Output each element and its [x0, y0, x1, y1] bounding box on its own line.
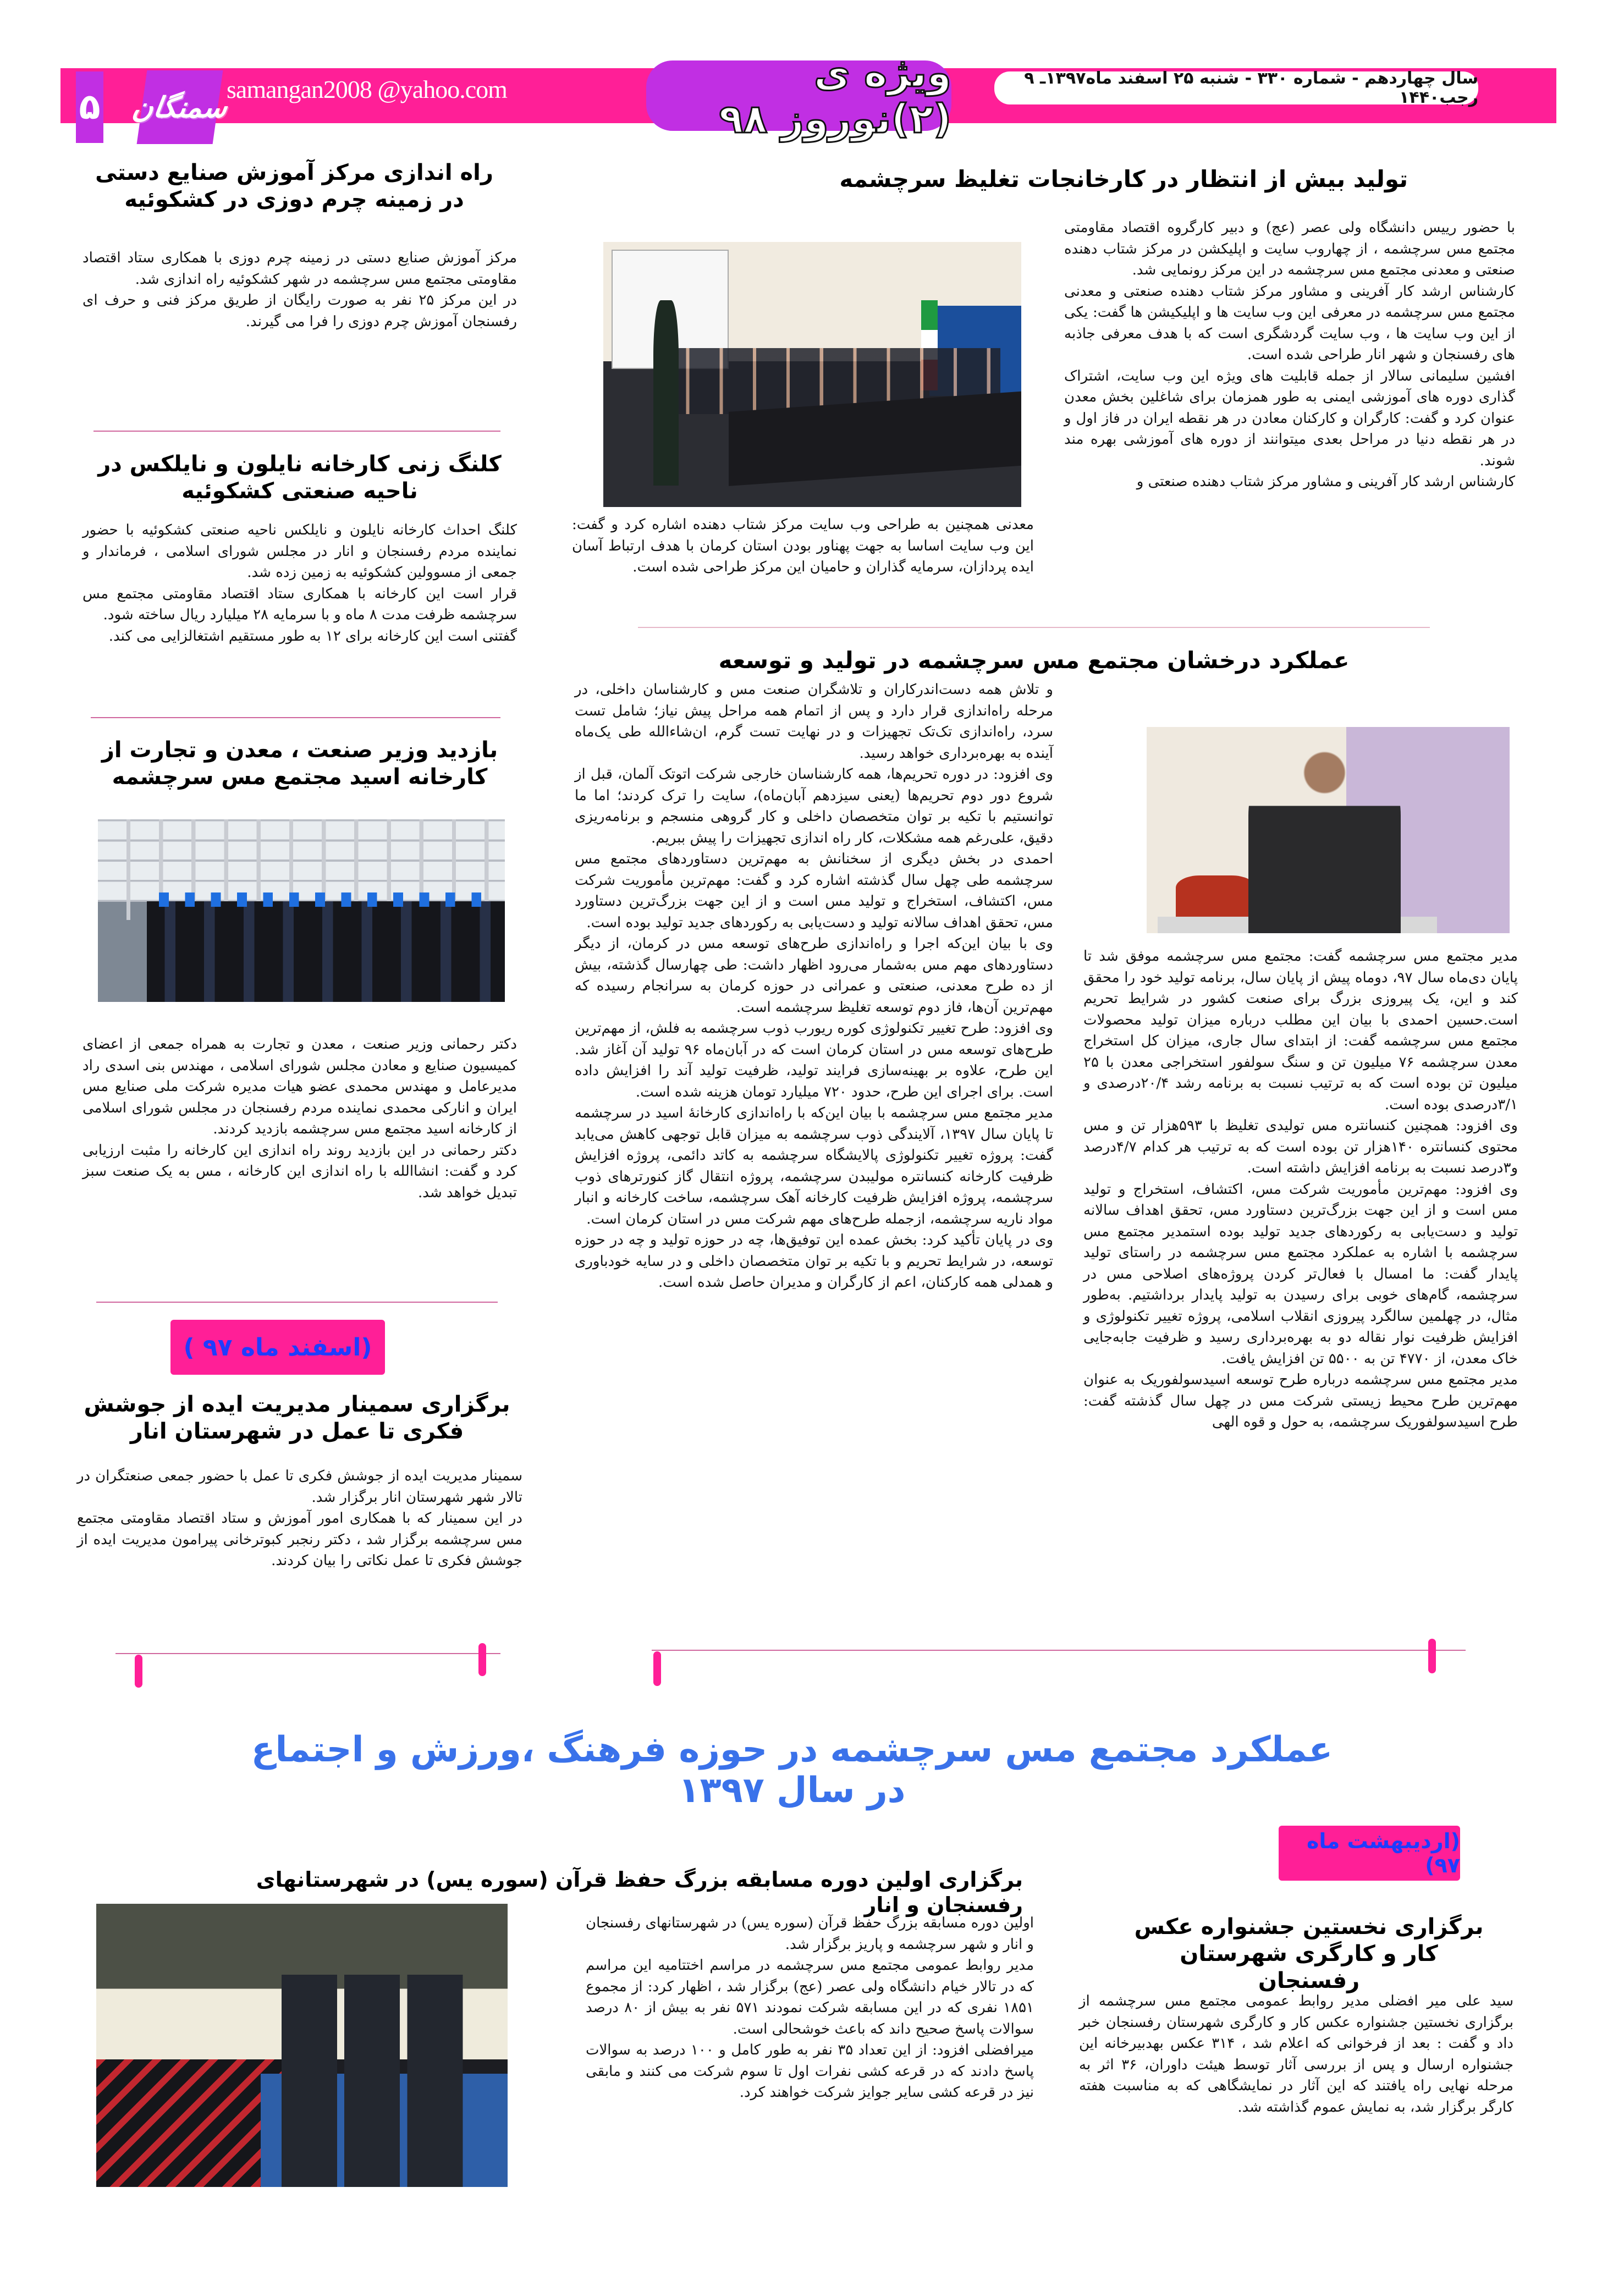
date-tag-esfand: (اسفند ماه ۹۷ ) — [170, 1320, 385, 1375]
article-body-charm — [82, 247, 517, 332]
article-body-amalkard-left — [575, 679, 1053, 1293]
article-body-tolid — [1064, 217, 1515, 493]
divider-pill — [1428, 1639, 1436, 1673]
section-divider-left — [115, 1653, 500, 1654]
article-body-nylon — [82, 520, 517, 647]
paragraph: مدیر مجتمع مس سرچشمه گفت: مجتمع مس سرچشمه موفق شد تا پایان دی‌ماه سال ۹۷، دوماه پیش از پایان سال، برنامه تولید خود را محقق کند و این، یک پیروزی بزرگ برای صنعت کشور در شرایط تحریم است.حسین احمدی با بیان این مطلب درباره میزان تولید محصولات مجتمع مس سرچشمه گفت: از ابتدای سال جاری، میزان کل استخراج معدن سرچشمه ۷۶ میلیون تن و سنگ سولفور استخراجی معدن با ۲۵ میلیون تن بوده است که به ترتیب نسبت به برنامه رشد ۲۰/۴درصدی و ۳/۱درصدی بوده است. — [1083, 948, 1518, 1113]
paragraph: وی افزود: مهم‌ترین مأموریت شرکت مس، اکتشاف، استخراج و تولید مس است و از این جهت بزرگ‌ترین دستاورد مس، تحقق اهداف سالانه تولید و دست‌یابی به رکوردهای جدید تولید بوده استمدیر مجتمع مس سرچشمه با اشاره به عملکرد مجتمع مس سرچشمه در راستای تولید پایدار گفت: ما امسال با فعال‌تر کردن پروژه‌های اصلاحی مس در سرچشمه، گام‌های خوبی برای رسیدن به تولید پایدار برداشتیم. به‌طور مثال، در چهلمین سالگرد پیروزی انقلاب اسلامی، پروژه تغییر تکنولوژی و افزایش ظرفیت نوار نقاله دو به بهره‌برداری رسید و ظرفیت جابه‌جایی خاک معدن، از ۴۷۷۰ تن به ۵۵۰۰ تن افزایش یافت. — [1083, 1181, 1518, 1367]
paragraph: دکتر رحمانی وزیر صنعت ، معدن و تجارت به همراه جمعی از اعضای کمیسیون صنایع و معادن مجلس شورای اسلامی ، مهندس بنی اسدی راد مدیرعامل و مهندس محمدی عضو هیات مدیره شرکت ملی صنایع مس ایران و انارکی محمدی نماینده مردم رفسنجان در مجلس شورای اسلامی از کارخانه اسید مجتمع مس سرچشمه بازدید کردند. — [82, 1036, 517, 1137]
divider-pill — [478, 1643, 486, 1676]
divider-pill — [135, 1655, 142, 1688]
divider-pill — [653, 1651, 661, 1686]
paragraph: مرکز آموزش صنایع دستی در زمینه چرم دوزی با همکاری ستاد اقتصاد مقاومتی مجتمع مس سرچشمه در شهر کشکوئیه راه اندازی شد. — [82, 250, 517, 288]
paragraph: در این مرکز ۲۵ نفر به صورت رایگان از طریق مرکز فنی و حرف ای رفسنجان آموزش چرم دوزی را فرا می گیرند. — [82, 292, 517, 330]
paragraph: افشین سلیمانی سالار از جمله قابلیت های ویژه این وب سایت، اشتراک گذاری دوره های آموزشی ایمنی به طور همزمان برای شاغلین بخش معدن عنوان کرد و گفت: کارگران و کارکنان معادن در هر نقطه ایران در فاز اول و در هر نقطه دنیا در مراحل بعدی میتوانند از دوره های آموزشی بهره مند شوند. — [1064, 367, 1515, 469]
paragraph: مدیر مجتمع مس سرچشمه درباره طرح توسعه اسیدسولفوریک به عنوان مهم‌ترین طرح محیط زیستی شرکت مس در چهل سال گذشته گفت: طرح اسیدسولفوریک سرچشمه، به حول و قوه الهی — [1083, 1371, 1518, 1430]
paragraph: در این سمینار که با همکاری امور آموزش و ستاد اقتصاد مقاومتی مجتمع مس سرچشمه برگزار شد ، دکتر رنجبر کبوترخانی پیرامون مدیریت ایده از جوشش فکری تا عمل نکاتی را بیان کردند. — [77, 1510, 522, 1569]
photo-caption-meeting: معدنی همچنین به طراحی وب سایت مرکز شتاب دهنده اشاره کرد و گفت: این وب سایت اساسا به جهت پهناور بودن استان کرمان با هدف ارتباط آسان ایده پردازان، سرمایه گذاران و حامیان این مرکز طراحی شده است. — [572, 516, 1034, 575]
issue-info: سال چهاردهم - شماره ۳۳۰ - شنبه ۲۵ اسفند ماه۱۳۹۷ـ ۹ رجب۱۴۴۰ — [994, 71, 1478, 104]
photo-meeting — [603, 242, 1021, 507]
paragraph: وی با بیان این‌که اجرا و راه‌اندازی طرح‌های توسعه مس در کرمان، از دیگر دستاوردهای مهم مس به‌شمار می‌رود اظهار داشت: طی چهارسال گذشته، بیش از ده طرح معدنی، صنعتی و عمرانی در حوزه کرمان به سرانجام رسیده که مهم‌ترین آن‌ها، فاز دوم توسعه تغلیظ سرچشمه است. — [575, 935, 1053, 1016]
article-title-amalkard: عملکرد درخشان مجتمع مس سرچشمه در تولید و توسعه — [718, 647, 1350, 674]
paragraph: سمینار مدیریت ایده از جوشش فکری تا عمل با حضور جمعی صنعتگران در تالار شهر شهرستان انار برگزار شد. — [77, 1468, 522, 1506]
paragraph: احمدی در بخش دیگری از سخنانش به مهم‌ترین دستاوردهای مجتمع مس سرچشمه طی چهل سال گذشته اشاره کرد و گفت: مهم‌ترین مأموریت شرکت مس، اکتشاف، استخراج و تولید مس است و از این جهت بزرگ‌ترین دستاورد مس، تحقق اهداف سالانه تولید و دست‌یابی به رکوردهای جدید تولید بوده است. — [575, 851, 1053, 931]
paragraph: وی افزود: در دوره تحریم‌ها، همه کارشناسان خارجی شرکت اتوتک آلمان، قبل از شروع دور دوم تحریم‌ها (یعنی سیزدهم آبان‌ماه)، سایت را ترک کردند؛ اما ما توانستیم با تکیه بر توان متخصصان داخلی و کار گروهی منسجم و برنامه‌ریزی دقیق، علی‌رغم همه مشکلات، کار راه اندازی تجهیزات را پیش ببریم. — [575, 766, 1053, 846]
special-issue-title: ویژه ی (۲)نوروز ۹۸ — [646, 60, 951, 131]
paragraph: وی افزود: همچنین کنسانتره مس تولیدی تغلیظ با ۵۹۳هزار تن و مس محتوی کنسانتره ۱۴۰هزار تن بوده است که به ترتیب هر کدام ۴/۷درصد و۳درصد نسبت به برنامه افزایش داشته است. — [1083, 1117, 1518, 1176]
divider — [93, 431, 500, 432]
divider — [96, 1302, 498, 1303]
article-title-tolid: تولید بیش از انتظار در کارخانجات تغلیظ سرچشمه — [839, 166, 1408, 192]
paragraph: مدیر مجتمع مس سرچشمه با بیان این‌که با راه‌اندازی کارخانهٔ اسید در سرچشمه تا پایان سال ۱۳۹۷، آلایندگی ذوب سرچشمه به میزان قابل توجهی کاهش می‌یابد گفت: پروژه تغییر تکنولوژی پالایشگاه سرچشمه به کاتد دائمی، پروژه افزایش ظرفیت کارخانه کنسانتره مولیبدن سرچشمه، پروژه انتقال گاز کنورترهای ذوب سرچشمه، پروژه افزایش ظرفیت کارخانه آهک سرچشمه، ساخت کارخانه و انبار مواد ناریه سرچشمه، ازجمله طرح‌های مهم شرکت مس در استان کرمان است. — [575, 1105, 1053, 1227]
article-body-seminar — [77, 1465, 522, 1572]
paragraph: کلنگ احداث کارخانه نایلون و نایلکس ناحیه صنعتی کشکوئیه با حضور نماینده مردم رفسنجان و انار در مجلس شورای اسلامی ، فرماندار و جمعی از مسوولین کشکوئیه به زمین زده شد. — [82, 522, 517, 581]
paragraph: میرافضلی افزود: از این تعداد ۳۵ نفر به طور کامل و ۱۰۰ درصد به سوالات پاسخ دادند که در قرعه کشی نفرات اول تا سوم شرکت می کنند و مابقی نیز در قرعه کشی سایر جوایز شرکت خواهند کرد. — [586, 2042, 1034, 2101]
paragraph: وی افزود: طرح تغییر تکنولوژی کوره ریورب ذوب سرچشمه به فلش، از مهم‌ترین طرح‌های توسعه مس در استان کرمان است که در آبان‌ماه ۹۶ تولید آن آغاز شد. این طرح، علاوه بر بهینه‌سازی فرایند تولید، ظرفیت تولید آند را افزایش داده است. برای اجرای این طرح، حدود ۷۲۰ میلیارد تومان هزینه شده است. — [575, 1020, 1053, 1100]
paragraph: مدیر روابط عمومی مجتمع مس سرچشمه در مراسم اختتامیه این مراسم که در تالار خیام دانشگاه ولی عصر (عج) برگزار شد ، اظهار کرد: از مجموع ۱۸۵۱ نفری که در این مسابقه شرکت نمودند ۵۷۱ نفر به بیش از ۸۰ درصد سوالات پاسخ صحیح داند که باعث خوشحالی است. — [586, 1957, 1034, 2037]
photo-speaker — [1147, 727, 1510, 933]
section-title-culture: عملکرد مجتمع مس سرچشمه در حوزه فرهنگ ،ورزش و اجتماع در سال ۱۳۹۷ — [251, 1729, 1333, 1811]
article-title-quran: برگزاری اولین دوره مسابقه بزرگ حفظ قرآن (سوره یس) در شهرستانهای رفسنجان و انار — [256, 1867, 1023, 1918]
paragraph: و تلاش همه دست‌اندرکاران و تلاشگران صنعت مس و کارشناسان داخلی، در مرحله راه‌اندازی قرار دارد و پس از اتمام همه مراحل پیش نیاز؛ شامل تست سرد، راه‌اندازی تک‌تک تجهیزات و در نهایت تست گرم، ان‌شاءالله طی یک‌ماه آینده به بهره‌برداری خواهد رسید. — [575, 681, 1054, 762]
paragraph: کارشناس ارشد کار آفرینی و مشاور مرکز شتاب دهنده صنعتی و معدنی مجتمع مس سرچشمه در معرفی این وب سایت ها و اپلیکیشن ها گفت: یکی از این وب سایت ها ، وب سایت گردشگری است که با هدف معرفی جاذبه های رفسنجان و شهر انار طراحی شده است. — [1064, 283, 1516, 363]
article-title-nylon: کلنگ زنی کارخانه نایلون و نایلکس در ناحیه صنعتی کشکوئیه — [98, 451, 502, 504]
photo-quran-competition — [96, 1904, 508, 2187]
page-number: ۵ — [76, 71, 103, 143]
paragraph: کارشناس ارشد کار آفرینی و مشاور مرکز شتاب دهنده صنعتی و — [1136, 473, 1515, 490]
newspaper-logo: سمنگان — [137, 70, 223, 144]
paragraph: دکتر رحمانی در این بازدید روند راه اندازی این کارخانه را مثبت ارزیابی کرد و گفت: انشاالله با راه اندازی این کارخانه ، مس به یک صنعت سبز تبدیل خواهد شد. — [82, 1142, 517, 1201]
article-body-quran — [586, 1913, 1034, 2103]
paragraph: گفتنی است این کارخانه برای ۱۲ به طور مستقیم اشتغالزایی می کند. — [108, 627, 517, 644]
article-title-vazir: بازدید وزیر صنعت ، معدن و تجارت از کارخانه اسید مجتمع مس سرچشمه — [101, 737, 498, 790]
paragraph: وی در پایان تأکید کرد: بخش عمده این توفیق‌ها، چه در حوزه تولید و چه در حوزه توسعه، در شرایط تحریم و با تکیه بر توان متخصصان داخلی و در سایه خودباوری و همدلی همه کارکنان، اعم از کارگران و مدیران حاصل شده است. — [575, 1232, 1053, 1291]
paragraph: با حضور رییس دانشگاه ولی عصر (عج) و دبیر کارگروه اقتصاد مقاومتی مجتمع مس سرچشمه ، از چهاروب سایت و اپلیکشن در مرکز شتاب دهنده صنعتی و معدنی مجتمع مس سرچشمه در این مرکز رونمایی شد. — [1064, 219, 1515, 278]
divider — [91, 717, 500, 718]
section-divider-right — [652, 1650, 1466, 1651]
contact-email[interactable]: samangan2008 @yahoo.com — [227, 75, 507, 103]
article-body-vazir — [82, 1034, 517, 1203]
paragraph: اولین دوره مسابقه بزرگ حفظ قرآن (سوره یس) در شهرستانهای رفسنجان و انار و شهر سرچشمه و پاریز برگزار شد. — [586, 1915, 1034, 1953]
article-title-seminar: برگزاری سمینار مدیریت ایده از جوشش فکری تا عمل در شهرستان انار — [84, 1392, 510, 1444]
date-tag-ordibehesht: (اردیبهشت ماه ۹۷) — [1279, 1826, 1460, 1881]
paragraph: قرار است این کارخانه با همکاری ستاد اقتصاد مقاومتی مجتمع مس سرچشمه ظرفت مدت ۸ ماه و با سرمایه ۲۸ میلیارد ریال ساخته شود. — [82, 585, 517, 623]
article-title-charm: راه اندازی مرکز آموزش صنایع دستی در زمینه چرم دوزی در کشکوئیه — [95, 160, 493, 212]
photo-plant-visit — [98, 819, 505, 1002]
article-body-amalkard-right — [1083, 946, 1518, 1433]
article-body-photo-festival — [1079, 1991, 1513, 2118]
paragraph: سید علی میر افضلی مدیر روابط عمومی مجتمع مس سرچشمه از برگزاری نخستین جشنواره عکس کار و کارگری شهرستان رفسنجان خبر داد و گفت : بعد از فرخوانی که اعلام شد ، ۳۱۴ عکس بهدبیرخانه این جشنواره ارسال و پس از بررسی آثار توسط هیئت داوران، ۳۶ اثر به مرحله نهایی راه یافتند که این آثار در نمایشگاهی که به مناسبت هفته کارگر برگزار شد، به نمایش عموم گذاشته شد. — [1079, 1993, 1514, 2115]
article-title-photo-festival: برگزاری نخستین جشنواره عکس کار و کارگری شهرستان رفسنجان — [1134, 1914, 1484, 1993]
divider — [638, 627, 1430, 628]
